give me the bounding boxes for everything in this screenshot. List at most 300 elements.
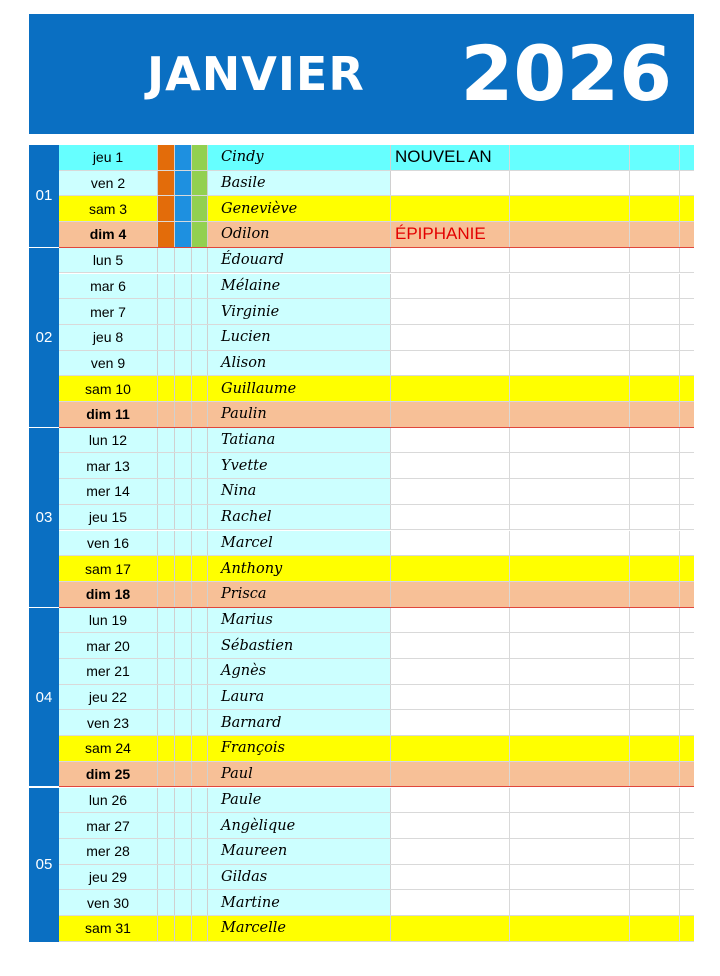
- event-cell[interactable]: [391, 633, 510, 658]
- marker-cell: [192, 916, 208, 941]
- day-label: mar 13: [59, 453, 158, 478]
- note-cell[interactable]: [680, 916, 694, 941]
- marker-cell: [192, 351, 208, 376]
- note-cell[interactable]: [510, 505, 630, 530]
- marker-cell: [192, 762, 208, 787]
- marker-blue: [175, 171, 192, 196]
- day-label: jeu 22: [59, 685, 158, 710]
- note-cell[interactable]: [680, 376, 694, 401]
- marker-cell: [158, 633, 175, 658]
- note-cell[interactable]: [680, 582, 694, 607]
- marker-cell: [192, 890, 208, 915]
- day-row[interactable]: [29, 479, 694, 505]
- event-cell[interactable]: [391, 171, 510, 196]
- note-cell[interactable]: [510, 710, 630, 735]
- event-cell[interactable]: [391, 865, 510, 890]
- event-cell[interactable]: [391, 813, 510, 838]
- marker-cell: [192, 428, 208, 453]
- saint-name: Gildas: [208, 865, 391, 890]
- note-cell[interactable]: [680, 248, 694, 273]
- marker-cell: [192, 608, 208, 633]
- marker-cell: [175, 274, 192, 299]
- marker-cell: [175, 453, 192, 478]
- day-row[interactable]: [29, 376, 694, 402]
- note-cell[interactable]: [680, 428, 694, 453]
- note-cell[interactable]: [510, 788, 630, 813]
- note-cell[interactable]: [510, 582, 630, 607]
- marker-green: [192, 196, 208, 221]
- note-cell[interactable]: [680, 274, 694, 299]
- note-cell[interactable]: [630, 556, 680, 581]
- event-cell[interactable]: ÉPIPHANIE: [391, 222, 510, 247]
- note-cell[interactable]: [510, 633, 630, 658]
- note-cell[interactable]: [510, 428, 630, 453]
- marker-cell: [192, 710, 208, 735]
- marker-cell: [192, 659, 208, 684]
- saint-name: Édouard: [208, 248, 391, 273]
- marker-cell: [158, 685, 175, 710]
- event-cell[interactable]: [391, 428, 510, 453]
- note-cell[interactable]: [630, 685, 680, 710]
- marker-cell: [158, 428, 175, 453]
- year-title: 2026: [460, 29, 672, 118]
- note-cell[interactable]: [680, 479, 694, 504]
- day-row[interactable]: [29, 428, 694, 454]
- note-cell[interactable]: [510, 145, 630, 170]
- marker-cell: [158, 299, 175, 324]
- note-cell[interactable]: [680, 685, 694, 710]
- day-row[interactable]: [29, 788, 694, 814]
- event-cell[interactable]: [391, 248, 510, 273]
- day-label: sam 24: [59, 736, 158, 761]
- marker-cell: [175, 916, 192, 941]
- marker-orange: [158, 171, 175, 196]
- marker-cell: [175, 428, 192, 453]
- marker-cell: [192, 248, 208, 273]
- day-label: ven 9: [59, 351, 158, 376]
- saint-name: Angèlique: [208, 813, 391, 838]
- note-cell[interactable]: [630, 736, 680, 761]
- note-cell[interactable]: [630, 274, 680, 299]
- note-cell[interactable]: [680, 325, 694, 350]
- marker-orange: [158, 222, 175, 247]
- note-cell[interactable]: [630, 659, 680, 684]
- note-cell[interactable]: [630, 145, 680, 170]
- day-row[interactable]: [29, 659, 694, 685]
- marker-green: [192, 222, 208, 247]
- marker-cell: [175, 608, 192, 633]
- marker-cell: [192, 556, 208, 581]
- event-cell[interactable]: [391, 453, 510, 478]
- day-row[interactable]: [29, 608, 694, 634]
- saint-name: Paule: [208, 788, 391, 813]
- day-label: jeu 8: [59, 325, 158, 350]
- marker-cell: [158, 839, 175, 864]
- saint-name: Nina: [208, 479, 391, 504]
- event-cell[interactable]: [391, 376, 510, 401]
- day-row[interactable]: [29, 556, 694, 582]
- note-cell[interactable]: [510, 813, 630, 838]
- day-row[interactable]: [29, 453, 694, 479]
- marker-cell: [158, 351, 175, 376]
- day-row[interactable]: [29, 351, 694, 377]
- marker-orange: [158, 196, 175, 221]
- event-cell[interactable]: [391, 890, 510, 915]
- marker-cell: [175, 325, 192, 350]
- note-cell[interactable]: [510, 762, 630, 787]
- note-cell[interactable]: [510, 274, 630, 299]
- event-cell[interactable]: [391, 479, 510, 504]
- saint-name: Maureen: [208, 839, 391, 864]
- saint-name: Cindy: [208, 145, 391, 170]
- saint-name: Alison: [208, 351, 391, 376]
- marker-cell: [175, 788, 192, 813]
- marker-cell: [175, 582, 192, 607]
- day-row[interactable]: [29, 402, 694, 428]
- day-row[interactable]: [29, 916, 694, 942]
- day-row[interactable]: [29, 325, 694, 351]
- note-cell[interactable]: [680, 813, 694, 838]
- saint-name: Paul: [208, 762, 391, 787]
- day-row[interactable]: [29, 222, 694, 248]
- event-cell[interactable]: [391, 505, 510, 530]
- marker-cell: [192, 376, 208, 401]
- event-cell[interactable]: [391, 196, 510, 221]
- day-label: sam 3: [59, 196, 158, 221]
- note-cell[interactable]: [630, 325, 680, 350]
- note-cell[interactable]: [510, 479, 630, 504]
- day-label: mer 14: [59, 479, 158, 504]
- note-cell[interactable]: [680, 145, 694, 170]
- day-label: sam 17: [59, 556, 158, 581]
- note-cell[interactable]: [510, 196, 630, 221]
- saint-name: Agnès: [208, 659, 391, 684]
- note-cell[interactable]: [630, 582, 680, 607]
- marker-cell: [175, 762, 192, 787]
- day-row[interactable]: [29, 839, 694, 865]
- marker-cell: [192, 274, 208, 299]
- note-cell[interactable]: [510, 325, 630, 350]
- note-cell[interactable]: [510, 376, 630, 401]
- marker-cell: [175, 531, 192, 556]
- marker-cell: [158, 582, 175, 607]
- note-cell[interactable]: [630, 402, 680, 427]
- marker-cell: [158, 788, 175, 813]
- note-cell[interactable]: [680, 659, 694, 684]
- marker-cell: [192, 736, 208, 761]
- marker-cell: [175, 556, 192, 581]
- marker-cell: [158, 325, 175, 350]
- day-row[interactable]: [29, 505, 694, 531]
- note-cell[interactable]: [510, 659, 630, 684]
- marker-cell: [158, 531, 175, 556]
- note-cell[interactable]: [510, 531, 630, 556]
- day-label: ven 16: [59, 531, 158, 556]
- note-cell[interactable]: [680, 762, 694, 787]
- marker-cell: [158, 659, 175, 684]
- event-cell[interactable]: [391, 351, 510, 376]
- event-cell[interactable]: [391, 402, 510, 427]
- note-cell[interactable]: [510, 608, 630, 633]
- day-label: lun 12: [59, 428, 158, 453]
- day-label: ven 2: [59, 171, 158, 196]
- marker-cell: [158, 505, 175, 530]
- day-row[interactable]: [29, 171, 694, 197]
- note-cell[interactable]: [630, 171, 680, 196]
- day-label: sam 10: [59, 376, 158, 401]
- day-label: jeu 1: [59, 145, 158, 170]
- saint-name: Sébastien: [208, 633, 391, 658]
- event-cell[interactable]: [391, 685, 510, 710]
- saint-name: Lucien: [208, 325, 391, 350]
- marker-cell: [158, 813, 175, 838]
- day-label: mar 27: [59, 813, 158, 838]
- note-cell[interactable]: [680, 736, 694, 761]
- day-row[interactable]: [29, 633, 694, 659]
- note-cell[interactable]: [510, 248, 630, 273]
- day-label: ven 30: [59, 890, 158, 915]
- event-cell[interactable]: [391, 762, 510, 787]
- note-cell[interactable]: [680, 839, 694, 864]
- note-cell[interactable]: [680, 402, 694, 427]
- marker-cell: [175, 813, 192, 838]
- day-label: jeu 29: [59, 865, 158, 890]
- marker-cell: [175, 299, 192, 324]
- day-row[interactable]: [29, 865, 694, 891]
- saint-name: Yvette: [208, 453, 391, 478]
- day-row[interactable]: [29, 248, 694, 274]
- event-cell[interactable]: [391, 659, 510, 684]
- note-cell[interactable]: [510, 865, 630, 890]
- day-row[interactable]: [29, 710, 694, 736]
- event-cell[interactable]: [391, 839, 510, 864]
- day-label: mer 7: [59, 299, 158, 324]
- event-cell[interactable]: [391, 916, 510, 941]
- saint-name: Prisca: [208, 582, 391, 607]
- marker-cell: [158, 865, 175, 890]
- note-cell[interactable]: [510, 222, 630, 247]
- note-cell[interactable]: [680, 222, 694, 247]
- marker-cell: [158, 890, 175, 915]
- event-cell[interactable]: NOUVEL AN: [391, 145, 510, 170]
- saint-name: Guillaume: [208, 376, 391, 401]
- month-title: JANVIER: [147, 47, 365, 101]
- note-cell[interactable]: [680, 608, 694, 633]
- day-label: lun 26: [59, 788, 158, 813]
- day-row[interactable]: [29, 531, 694, 557]
- event-cell[interactable]: [391, 556, 510, 581]
- note-cell[interactable]: [630, 453, 680, 478]
- marker-cell: [175, 479, 192, 504]
- note-cell[interactable]: [630, 788, 680, 813]
- saint-name: Geneviève: [208, 196, 391, 221]
- event-cell[interactable]: [391, 710, 510, 735]
- note-cell[interactable]: [680, 633, 694, 658]
- marker-cell: [175, 633, 192, 658]
- note-cell[interactable]: [630, 762, 680, 787]
- marker-cell: [158, 710, 175, 735]
- note-cell[interactable]: [630, 865, 680, 890]
- day-label: mar 20: [59, 633, 158, 658]
- marker-cell: [192, 865, 208, 890]
- note-cell[interactable]: [630, 376, 680, 401]
- day-row[interactable]: [29, 582, 694, 608]
- day-row[interactable]: [29, 274, 694, 300]
- day-label: dim 11: [59, 402, 158, 427]
- saint-name: François: [208, 736, 391, 761]
- note-cell[interactable]: [630, 813, 680, 838]
- marker-cell: [175, 659, 192, 684]
- note-cell[interactable]: [630, 531, 680, 556]
- marker-cell: [192, 505, 208, 530]
- day-label: dim 4: [59, 222, 158, 247]
- marker-cell: [192, 685, 208, 710]
- marker-cell: [158, 453, 175, 478]
- note-cell[interactable]: [680, 351, 694, 376]
- day-label: dim 25: [59, 762, 158, 787]
- day-row[interactable]: [29, 299, 694, 325]
- week-number: 04: [29, 608, 59, 788]
- marker-cell: [175, 248, 192, 273]
- note-cell[interactable]: [510, 736, 630, 761]
- day-row[interactable]: [29, 685, 694, 711]
- event-cell[interactable]: [391, 736, 510, 761]
- note-cell[interactable]: [510, 556, 630, 581]
- marker-cell: [158, 376, 175, 401]
- marker-cell: [158, 479, 175, 504]
- event-cell[interactable]: [391, 325, 510, 350]
- note-cell[interactable]: [630, 299, 680, 324]
- saint-name: Anthony: [208, 556, 391, 581]
- marker-orange: [158, 145, 175, 170]
- note-cell[interactable]: [630, 428, 680, 453]
- day-row[interactable]: [29, 145, 694, 171]
- marker-cell: [158, 556, 175, 581]
- note-cell[interactable]: [510, 402, 630, 427]
- week-number: 02: [29, 248, 59, 428]
- note-cell[interactable]: [510, 839, 630, 864]
- marker-cell: [192, 839, 208, 864]
- day-label: ven 23: [59, 710, 158, 735]
- note-cell[interactable]: [680, 710, 694, 735]
- note-cell[interactable]: [630, 222, 680, 247]
- note-cell[interactable]: [630, 248, 680, 273]
- day-row[interactable]: [29, 196, 694, 222]
- note-cell[interactable]: [510, 171, 630, 196]
- week-number: 03: [29, 428, 59, 608]
- marker-cell: [192, 453, 208, 478]
- day-label: lun 19: [59, 608, 158, 633]
- note-cell[interactable]: [680, 299, 694, 324]
- saint-name: Marcel: [208, 531, 391, 556]
- marker-cell: [175, 351, 192, 376]
- day-label: mer 28: [59, 839, 158, 864]
- saint-name: Basile: [208, 171, 391, 196]
- note-cell[interactable]: [680, 788, 694, 813]
- marker-green: [192, 171, 208, 196]
- day-label: lun 5: [59, 248, 158, 273]
- saint-name: Rachel: [208, 505, 391, 530]
- event-cell[interactable]: [391, 299, 510, 324]
- marker-cell: [175, 710, 192, 735]
- marker-cell: [192, 325, 208, 350]
- note-cell[interactable]: [630, 633, 680, 658]
- note-cell[interactable]: [680, 453, 694, 478]
- note-cell[interactable]: [630, 916, 680, 941]
- week-number: 05: [29, 788, 59, 942]
- marker-cell: [175, 736, 192, 761]
- saint-name: Virginie: [208, 299, 391, 324]
- note-cell[interactable]: [510, 299, 630, 324]
- note-cell[interactable]: [680, 196, 694, 221]
- event-cell[interactable]: [391, 531, 510, 556]
- saint-name: Laura: [208, 685, 391, 710]
- note-cell[interactable]: [630, 839, 680, 864]
- note-cell[interactable]: [630, 710, 680, 735]
- note-cell[interactable]: [680, 171, 694, 196]
- note-cell[interactable]: [630, 505, 680, 530]
- saint-name: Tatiana: [208, 428, 391, 453]
- marker-cell: [158, 248, 175, 273]
- note-cell[interactable]: [510, 916, 630, 941]
- event-cell[interactable]: [391, 274, 510, 299]
- marker-cell: [175, 865, 192, 890]
- note-cell[interactable]: [630, 608, 680, 633]
- saint-name: Mélaine: [208, 274, 391, 299]
- note-cell[interactable]: [680, 890, 694, 915]
- event-cell[interactable]: [391, 788, 510, 813]
- marker-cell: [175, 839, 192, 864]
- marker-cell: [158, 402, 175, 427]
- note-cell[interactable]: [680, 531, 694, 556]
- marker-cell: [158, 274, 175, 299]
- marker-cell: [175, 402, 192, 427]
- day-label: sam 31: [59, 916, 158, 941]
- marker-cell: [158, 736, 175, 761]
- event-cell[interactable]: [391, 608, 510, 633]
- note-cell[interactable]: [510, 685, 630, 710]
- note-cell[interactable]: [680, 556, 694, 581]
- marker-cell: [158, 916, 175, 941]
- note-cell[interactable]: [510, 890, 630, 915]
- marker-blue: [175, 145, 192, 170]
- marker-cell: [192, 531, 208, 556]
- marker-blue: [175, 222, 192, 247]
- marker-cell: [192, 813, 208, 838]
- marker-cell: [175, 505, 192, 530]
- note-cell[interactable]: [630, 196, 680, 221]
- note-cell[interactable]: [680, 865, 694, 890]
- day-row[interactable]: [29, 762, 694, 788]
- marker-blue: [175, 196, 192, 221]
- event-cell[interactable]: [391, 582, 510, 607]
- day-row[interactable]: [29, 813, 694, 839]
- day-row[interactable]: [29, 736, 694, 762]
- note-cell[interactable]: [630, 479, 680, 504]
- note-cell[interactable]: [510, 453, 630, 478]
- saint-name: Barnard: [208, 710, 391, 735]
- marker-cell: [175, 685, 192, 710]
- day-label: mer 21: [59, 659, 158, 684]
- note-cell[interactable]: [510, 351, 630, 376]
- note-cell[interactable]: [630, 351, 680, 376]
- note-cell[interactable]: [630, 890, 680, 915]
- note-cell[interactable]: [680, 505, 694, 530]
- day-row[interactable]: [29, 890, 694, 916]
- marker-cell: [192, 788, 208, 813]
- marker-cell: [192, 582, 208, 607]
- marker-cell: [192, 299, 208, 324]
